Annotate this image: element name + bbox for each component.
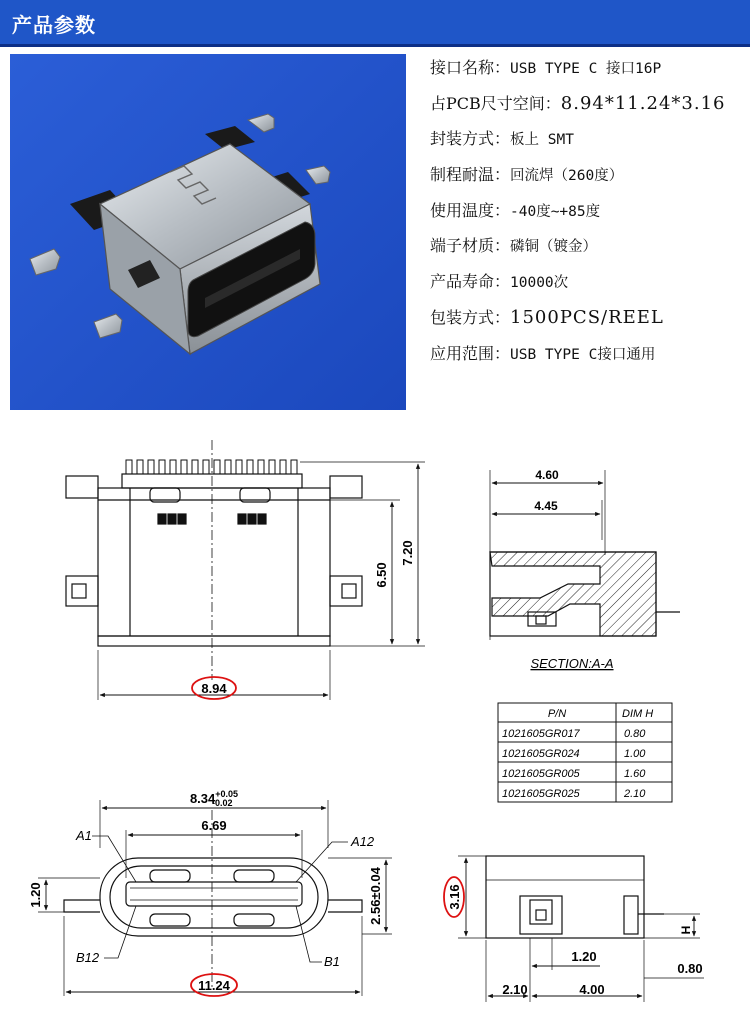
side-view [458, 856, 704, 1002]
table-cell: 0.80 [624, 728, 646, 740]
product-photo [10, 54, 406, 410]
spec-row: 应用范围：USB TYPE C接口通用 [430, 343, 656, 363]
spec-row: 使用温度：-40度~+85度 [430, 200, 601, 220]
technical-drawing [0, 430, 750, 1020]
spec-row: 产品寿命：10000次 [430, 272, 569, 292]
spec-row: 占PCB尺寸空间：8.94*11.24*3.16 [430, 92, 726, 114]
spec-row: 制程耐温：回流焊（260度） [430, 165, 624, 185]
dim-overall-width: 11.24 [198, 978, 230, 993]
dim-outer-height: 7.20 [400, 540, 415, 566]
table-header: DIM H [622, 708, 654, 720]
pin-label-a12: A12 [351, 834, 375, 849]
dim-side-d2: 2.10 [502, 982, 528, 997]
dim-side-d4: 0.80 [677, 961, 703, 976]
dim-left-height: 1.20 [28, 882, 43, 908]
header-bar [0, 0, 750, 44]
dim-section-inner: 4.45 [534, 499, 558, 513]
spec-row: 接口名称：USB TYPE C 接口16P [430, 58, 662, 77]
dim-h-label: H [679, 925, 693, 935]
table-cell: 1021605GR025 [502, 788, 580, 800]
spec-list [430, 56, 750, 377]
spec-row: 封装方式：板上 SMT [430, 129, 574, 149]
table-cell: 1021605GR005 [502, 768, 580, 780]
section-view [490, 470, 680, 640]
page-title: 产品参数 [12, 13, 96, 37]
pin-label-a1: A1 [76, 828, 92, 843]
dim-width: 8.94 [201, 681, 227, 696]
table-cell: 1021605GR017 [502, 728, 580, 740]
dim-side-height: 3.16 [447, 884, 462, 910]
dim-right-height: 2.56±0.04 [368, 867, 383, 925]
dim-section-outer: 4.60 [535, 468, 559, 482]
pin-label-b1: B1 [324, 954, 340, 969]
section-caption: SECTION:A-A [530, 656, 614, 671]
usb-c-connector-image [10, 54, 406, 410]
table-cell: 1.00 [624, 748, 646, 760]
dim-tolerance: $8.34^{+0.05}$ -0.02 [189, 789, 239, 808]
dim-side-d1: 1.20 [571, 949, 597, 964]
header-rule [0, 44, 750, 47]
dim-inner-width: 6.69 [201, 818, 227, 833]
table-cell: 1.60 [624, 768, 646, 780]
pin-label-b12: B12 [76, 950, 100, 965]
dim-side-d3: 4.00 [579, 982, 605, 997]
top-view [66, 440, 425, 700]
table-cell: 2.10 [624, 788, 646, 800]
spec-row: 端子材质：磷铜（镀金） [430, 236, 598, 256]
table-cell: 1021605GR024 [502, 748, 580, 760]
table-header: P/N [547, 708, 567, 720]
dim-inner-height: 6.50 [374, 562, 389, 588]
spec-row: 包装方式：1500PCS/REEL [430, 306, 664, 328]
